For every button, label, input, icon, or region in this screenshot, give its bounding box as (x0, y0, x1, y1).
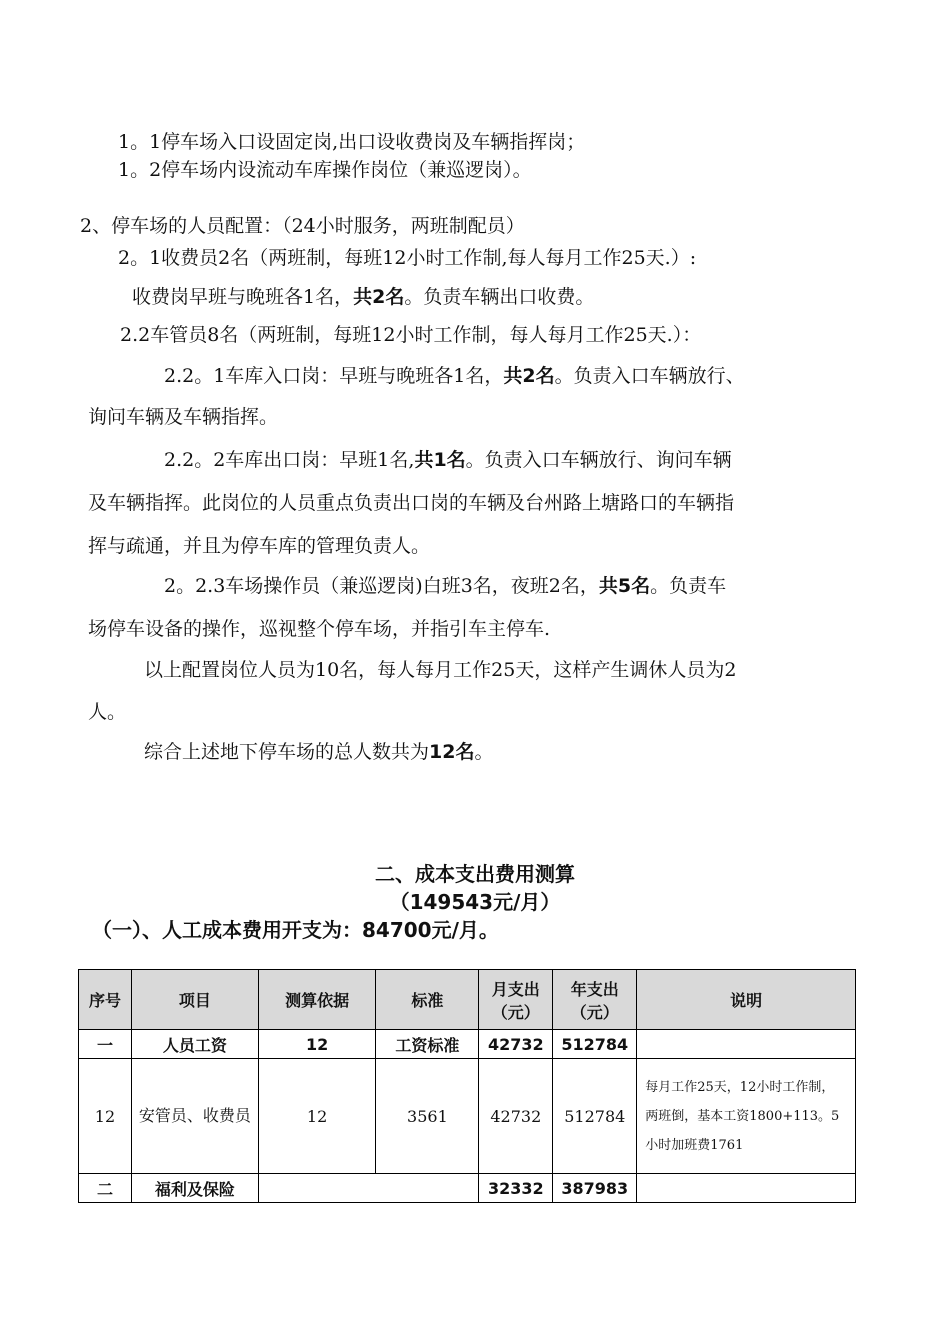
paragraph-7 (164, 364, 745, 388)
table-cell: 12 (258, 1059, 376, 1174)
text: 2.2。1车库入口岗：早班与晚班各1名， (164, 365, 504, 387)
table-cell: 安管员、收费员 (131, 1059, 258, 1174)
table-cell (637, 1030, 856, 1059)
table-cell: 512784 (553, 1030, 637, 1059)
table-cell: 42732 (479, 1059, 553, 1174)
table-cell: 二 (79, 1174, 132, 1203)
text: 综合上述地下停车场的总人数共为 (144, 741, 430, 763)
bold-count: 共2名 (503, 365, 555, 387)
text: 收费岗早班与晚班各1名， (132, 286, 354, 308)
text: 2。2.3车场操作员（兼巡逻岗)白班3名，夜班2名， (164, 575, 599, 597)
table-row (79, 1059, 856, 1174)
table-cell: 12 (79, 1059, 132, 1174)
cost-table (78, 969, 856, 1203)
paragraph-15: 人。 (88, 701, 127, 723)
header-cell: 标准 (376, 970, 479, 1030)
text: 。负责车辆出口收费。 (404, 286, 595, 308)
section-title: 二、成本支出费用测算 (375, 862, 575, 886)
section-subheading: （一）、人工成本费用开支为：84700元/月。 (92, 918, 499, 942)
paragraph-9 (164, 448, 732, 472)
text: 。负责入口车辆放行、 (554, 365, 745, 387)
table-note-cell: 每月工作25天，12小时工作制，两班倒，基本工资1800+113。5小时加班费1761 (637, 1059, 856, 1174)
bold-count: 12名 (429, 741, 475, 763)
bold-count: 共5名 (598, 575, 651, 597)
header-cell: 测算依据 (258, 970, 376, 1030)
table-row (79, 1030, 856, 1059)
table-cell: 512784 (553, 1059, 637, 1174)
paragraph-4: 2。1收费员2名（两班制，每班12小时工作制,每人每月工作25天.）: (118, 247, 697, 269)
paragraph-10: 及车辆指挥。此岗位的人员重点负责出口岗的车辆及台州路上塘路口的车辆指 (88, 492, 735, 514)
text: 。负责车 (650, 575, 727, 597)
table-header-row (79, 970, 856, 1030)
paragraph-1: 1。1停车场入口设固定岗,出口设收费岗及车辆指挥岗； (118, 131, 586, 153)
table-cell (637, 1174, 856, 1203)
text: 2.2。2车库出口岗：早班1名, (164, 449, 415, 471)
table-cell: 12 (258, 1030, 376, 1059)
header-cell: 序号 (79, 970, 132, 1030)
table-cell (258, 1174, 479, 1203)
section-subtitle: （149543元/月） (389, 890, 561, 914)
bold-count: 共1名 (414, 449, 466, 471)
paragraph-14: 以上配置岗位人员为10名，每人每月工作25天，这样产生调休人员为2 (144, 659, 737, 681)
text: 。负责入口车辆放行、询问车辆 (465, 449, 732, 471)
header-cell: 月支出（元） (479, 970, 553, 1030)
table-cell: 人员工资 (131, 1030, 258, 1059)
paragraph-3: 2、停车场的人员配置：（24小时服务，两班制配员） (80, 215, 525, 237)
header-cell: 说明 (637, 970, 856, 1030)
table-cell: 一 (79, 1030, 132, 1059)
bold-count: 共2名 (353, 286, 405, 308)
table-cell: 工资标准 (376, 1030, 479, 1059)
text: 。 (474, 741, 494, 763)
paragraph-5 (132, 285, 594, 309)
paragraph-2: 1。2停车场内设流动车库操作岗位（兼巡逻岗）。 (118, 159, 532, 181)
table-cell: 福利及保险 (131, 1174, 258, 1203)
header-cell: 年支出（元） (553, 970, 637, 1030)
paragraph-16 (144, 740, 493, 764)
table-cell: 3561 (376, 1059, 479, 1174)
paragraph-8: 询问车辆及车辆指挥。 (88, 406, 279, 428)
table-row (79, 1174, 856, 1203)
table-cell: 42732 (479, 1030, 553, 1059)
paragraph-6: 2.2车管员8名（两班制，每班12小时工作制，每人每月工作25天.）： (120, 324, 702, 346)
table-cell: 387983 (553, 1174, 637, 1203)
table-cell: 32332 (479, 1174, 553, 1203)
paragraph-13: 场停车设备的操作，巡视整个停车场，并指引车主停车. (88, 618, 551, 640)
header-cell: 项目 (131, 970, 258, 1030)
paragraph-12 (164, 574, 726, 598)
paragraph-11: 挥与疏通，并且为停车库的管理负责人。 (88, 535, 431, 557)
